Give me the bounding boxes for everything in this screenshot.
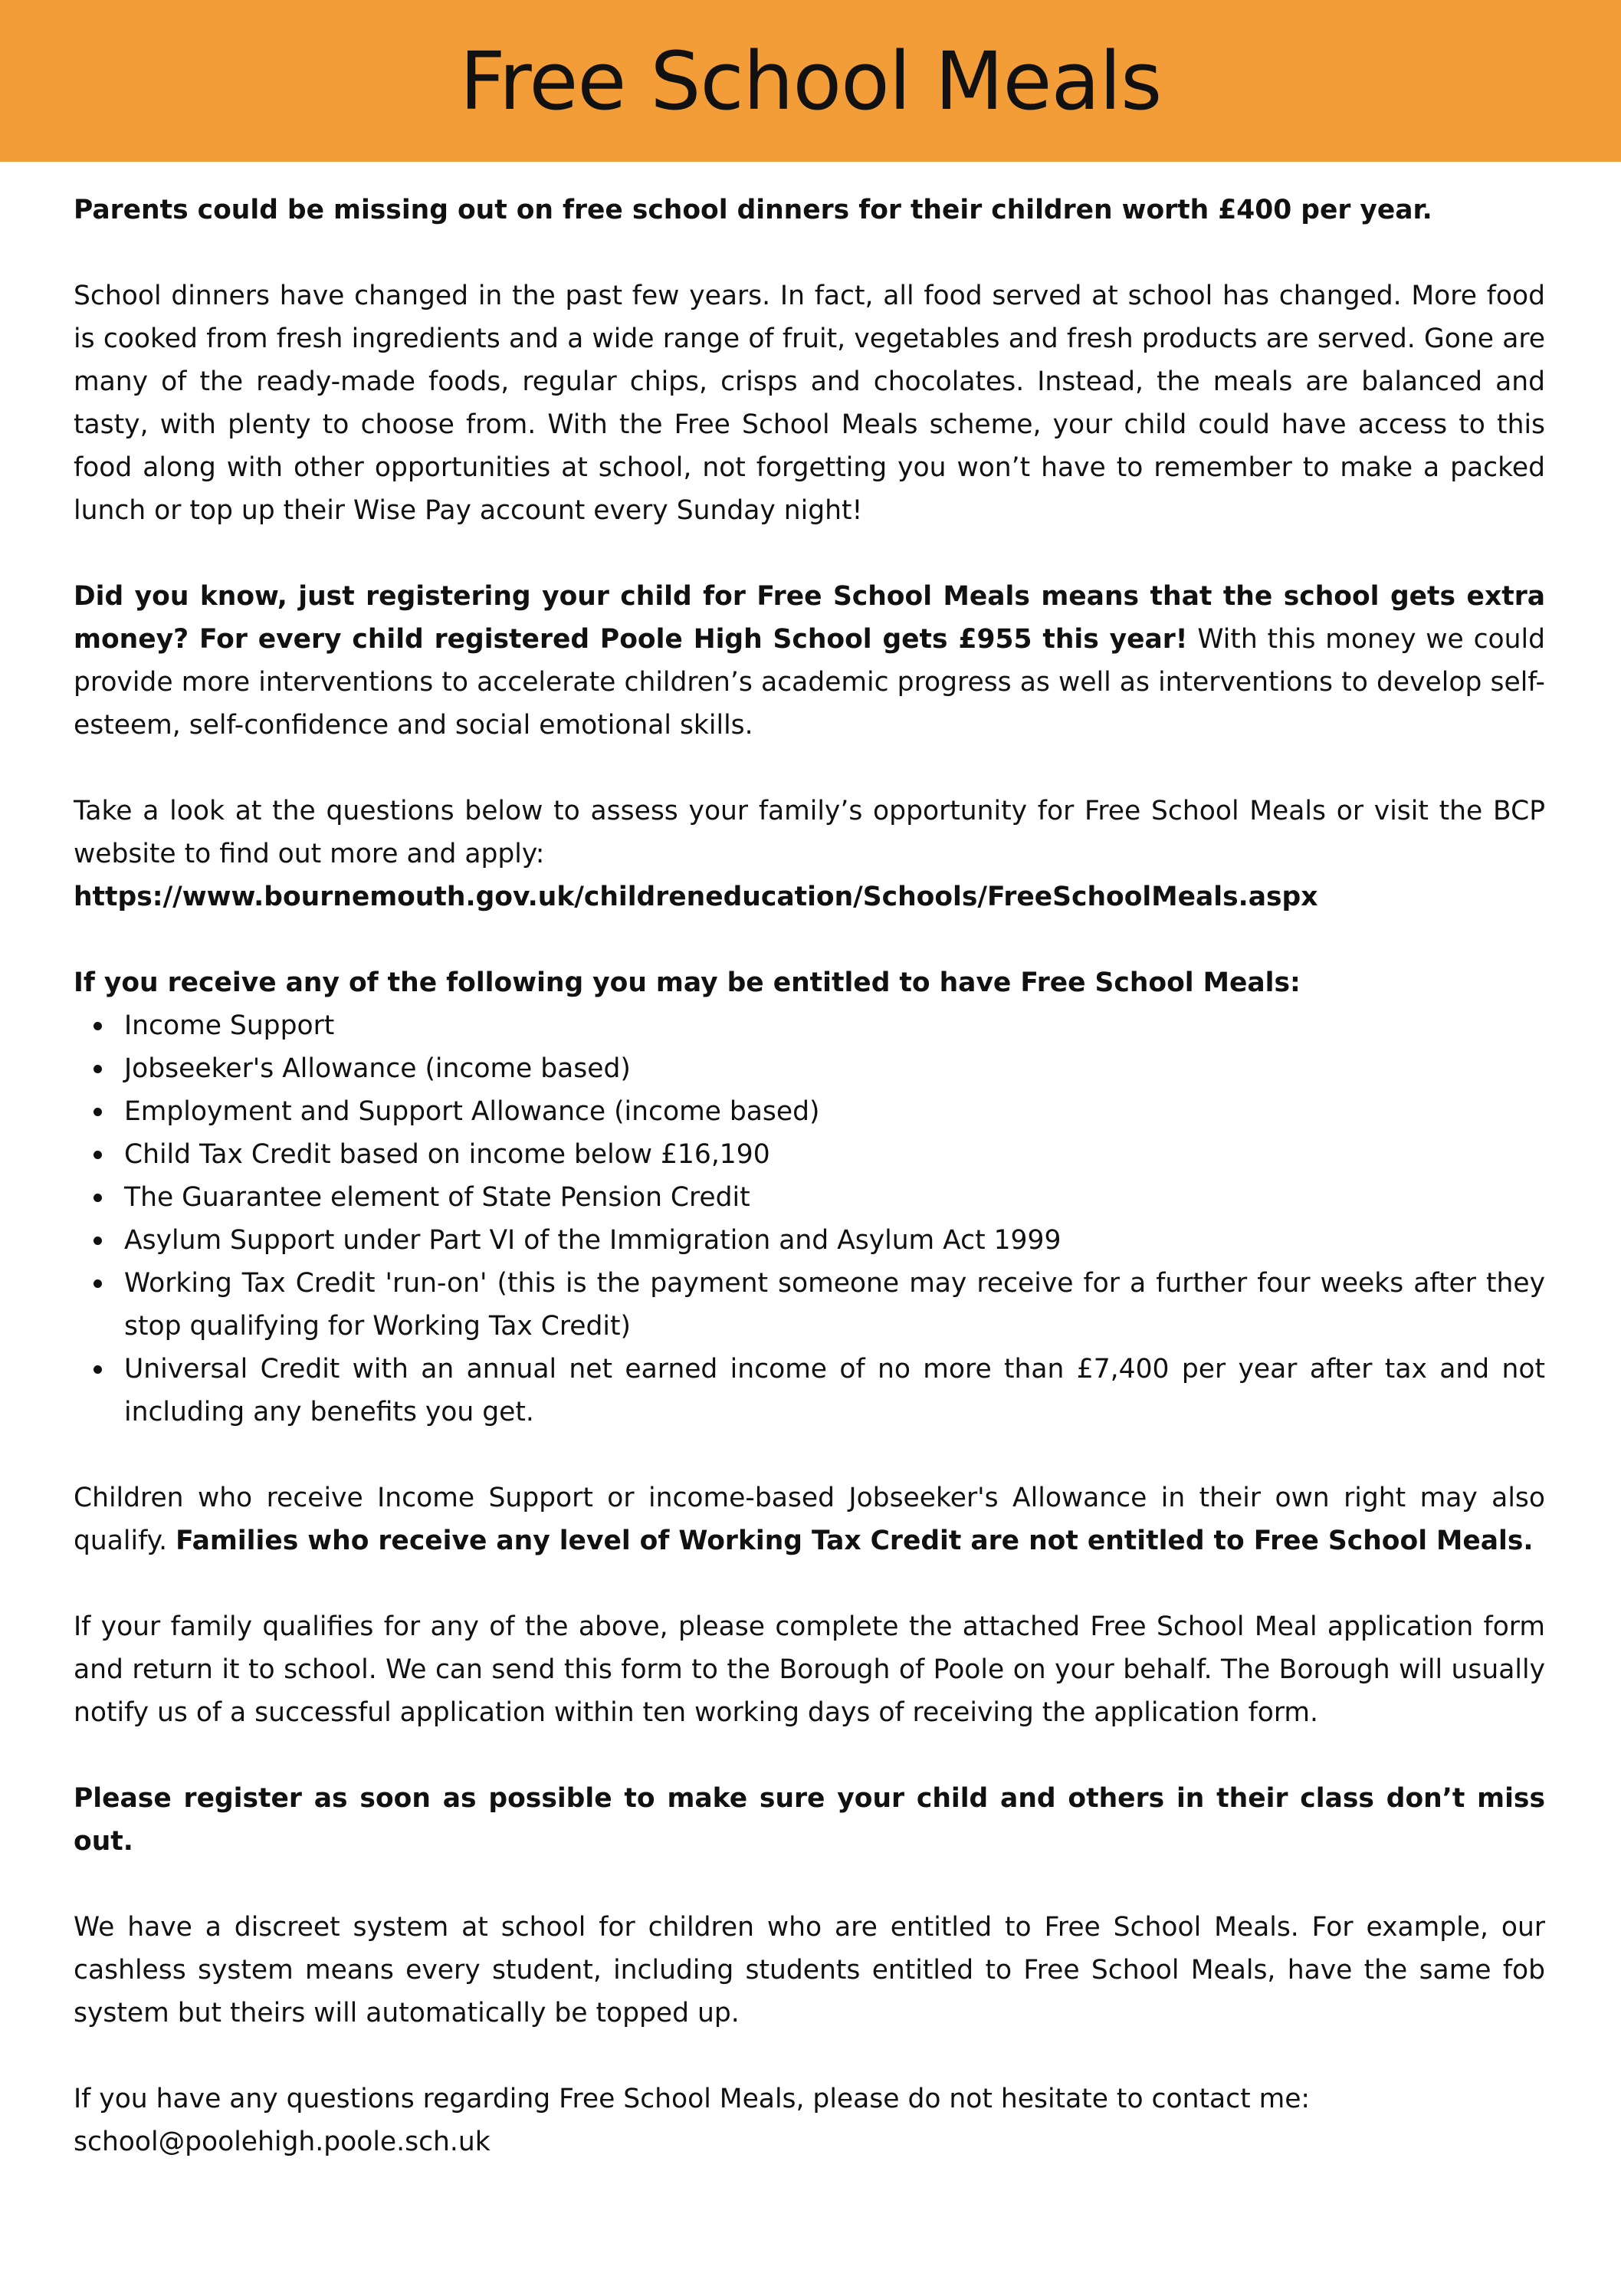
contact-paragraph: If you have any questions regarding Free School Meals, please do not hesitate to contact me:: [74, 2084, 1311, 2114]
funding-paragraph: [74, 575, 1545, 747]
document-body: [74, 162, 1545, 2163]
benefits-heading: If you receive any of the following you may be entitled to have Free School Meals:: [74, 967, 1301, 998]
discreet-system-paragraph: We have a discreet system at school for children who are entitled to Free School Meals. For example, our cashless system means every student, including students entitled to Free School Meals, have the same fob system but theirs will automatically be topped up.: [74, 1912, 1545, 2028]
assess-paragraph: Take a look at the questions below to assess your family’s opportunity for Free School Meals or visit the BCP website to find out more and apply:: [74, 796, 1545, 869]
benefit-item: Universal Credit with an annual net earned income of no more than £7,400 per year after tax and not including any benefits you get.: [124, 1348, 1545, 1434]
contact-email[interactable]: school@poolehigh.poole.sch.uk: [74, 2127, 491, 2157]
benefits-list: [74, 1004, 1545, 1434]
page-title: Free School Meals: [459, 34, 1162, 128]
benefit-item: Jobseeker's Allowance (income based): [124, 1047, 1545, 1090]
benefit-item: Employment and Support Allowance (income based): [124, 1090, 1545, 1133]
benefit-item: Working Tax Credit 'run-on' (this is the payment someone may receive for a further four weeks after they stop qualifying for Working Tax Credit): [124, 1262, 1545, 1348]
intro-statement: Parents could be missing out on free school dinners for their children worth £400 per year.: [74, 195, 1432, 225]
funding-normal-text: With this money we could provide more interventions to accelerate children’s academic progress as well as interventions to develop self-esteem, self-confidence and social emotional skills.: [74, 624, 1545, 741]
benefit-item: Child Tax Credit based on income below £16,190: [124, 1133, 1545, 1176]
benefit-item: The Guarantee element of State Pension Credit: [124, 1176, 1545, 1219]
children-note-text: Children who receive Income Support or income-based Jobseeker's Allowance in their own right may also qualify.: [74, 1483, 1545, 1556]
benefit-item: Asylum Support under Part VI of the Immigration and Asylum Act 1999: [124, 1219, 1545, 1262]
dinners-paragraph: School dinners have changed in the past few years. In fact, all food served at school has changed. More food is cooked from fresh ingredients and a wide range of fruit, vegetables and fresh products are served. Gone are many of the ready-made foods, regular chips, crisps and chocolates. Instead, the meals are balanced and tasty, with plenty to choose from. With the Free School Meals scheme, your child could have access to this food along with other opportunities at school, not forgetting you won’t have to remember to make a packed lunch or top up their Wise Pay account every Sunday night!: [74, 281, 1545, 526]
application-paragraph: If your family qualifies for any of the above, please complete the attached Free School Meal application form and return it to school. We can send this form to the Borough of Poole on your behalf. The Borough will usually notify us of a successful application within ten working days of receiving the application form.: [74, 1611, 1545, 1728]
children-note-paragraph: [74, 1476, 1545, 1562]
benefit-item: Income Support: [124, 1004, 1545, 1047]
working-tax-credit-warning: Families who receive any level of Working Tax Credit are not entitled to Free School Meals.: [176, 1526, 1534, 1556]
apply-link[interactable]: https://www.bournemouth.gov.uk/childreneducation/Schools/FreeSchoolMeals.aspx: [74, 882, 1318, 912]
title-banner: [0, 0, 1621, 162]
register-reminder: Please register as soon as possible to make sure your child and others in their class don’t miss out.: [74, 1783, 1545, 1857]
funding-bold-text: Did you know, just registering your child for Free School Meals means that the school gets extra money? For every child registered Poole High School gets £955 this year!: [74, 581, 1545, 655]
